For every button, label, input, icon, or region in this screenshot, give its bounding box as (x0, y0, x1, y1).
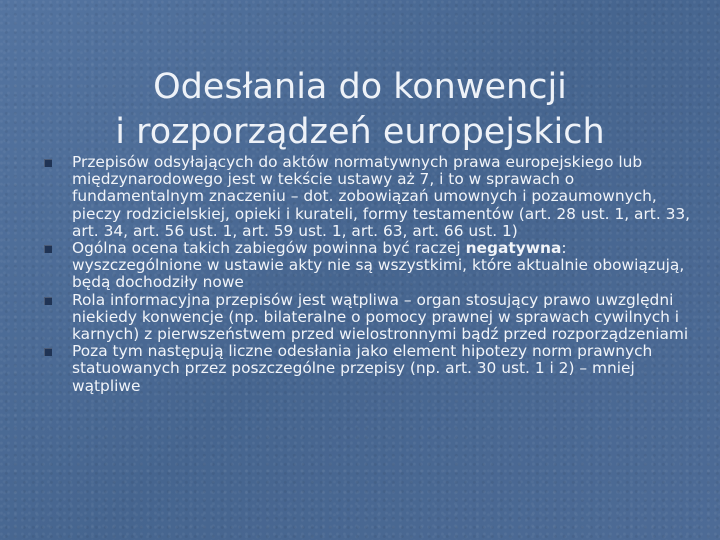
slide-title (40, 65, 680, 155)
bullet-text-4: Poza tym następują liczne odesłania jako element hipotezy norm prawnych statuowanych przez poszczególne przepisy (np. art. 30 ust. 1 i 2) – mniej wątpliwe (72, 342, 653, 395)
square-bullet-icon (44, 159, 52, 167)
bullet-item-1 (44, 154, 692, 240)
bullet-text-2-bold: negatywna (465, 239, 562, 258)
square-bullet-icon (44, 297, 52, 305)
square-bullet-icon (44, 348, 52, 356)
square-bullet-icon (44, 245, 52, 253)
bullet-text-2-after: : wyszczególnione w ustawie akty nie są wszystkimi, które aktualnie obowiązują, będą dochodziły nowe (72, 239, 685, 292)
bullet-item-2 (44, 240, 692, 292)
bullet-item-4 (44, 343, 692, 395)
bullet-text-3: Rola informacyjna przepisów jest wątpliwa – organ stosujący prawo uwzględni niekiedy konwencje (np. bilateralne o pomocy prawnej w sprawach cywilnych i karnych) z pierwszeństwem przed wielostronnymi bądź przed rozporządzeniami (72, 290, 689, 344)
bullet-list (44, 154, 692, 395)
bullet-text-2-before: Ogólna ocena takich zabiegów powinna być raczej (72, 239, 466, 258)
bullet-item-3 (44, 292, 692, 344)
bullet-text-1: Przepisów odsyłających do aktów normatywnych prawa europejskiego lub międzynarodowego jest w tekście ustawy aż 7, i to w sprawach o fundamentalnym znaczeniu – dot. zobowiązań umownych i pozaumownych, pieczy rodzicielskiej, opieki i kurateli, formy testamentów (art. 28 ust. 1, art. 33, art. 34, art. 56 ust. 1, art. 59 ust. 1, art. 63, art. 66 ust. 1) (72, 153, 691, 240)
title-line-2: i rozporządzeń europejskich (115, 112, 605, 153)
title-line-1: Odesłania do konwencji (153, 67, 567, 108)
